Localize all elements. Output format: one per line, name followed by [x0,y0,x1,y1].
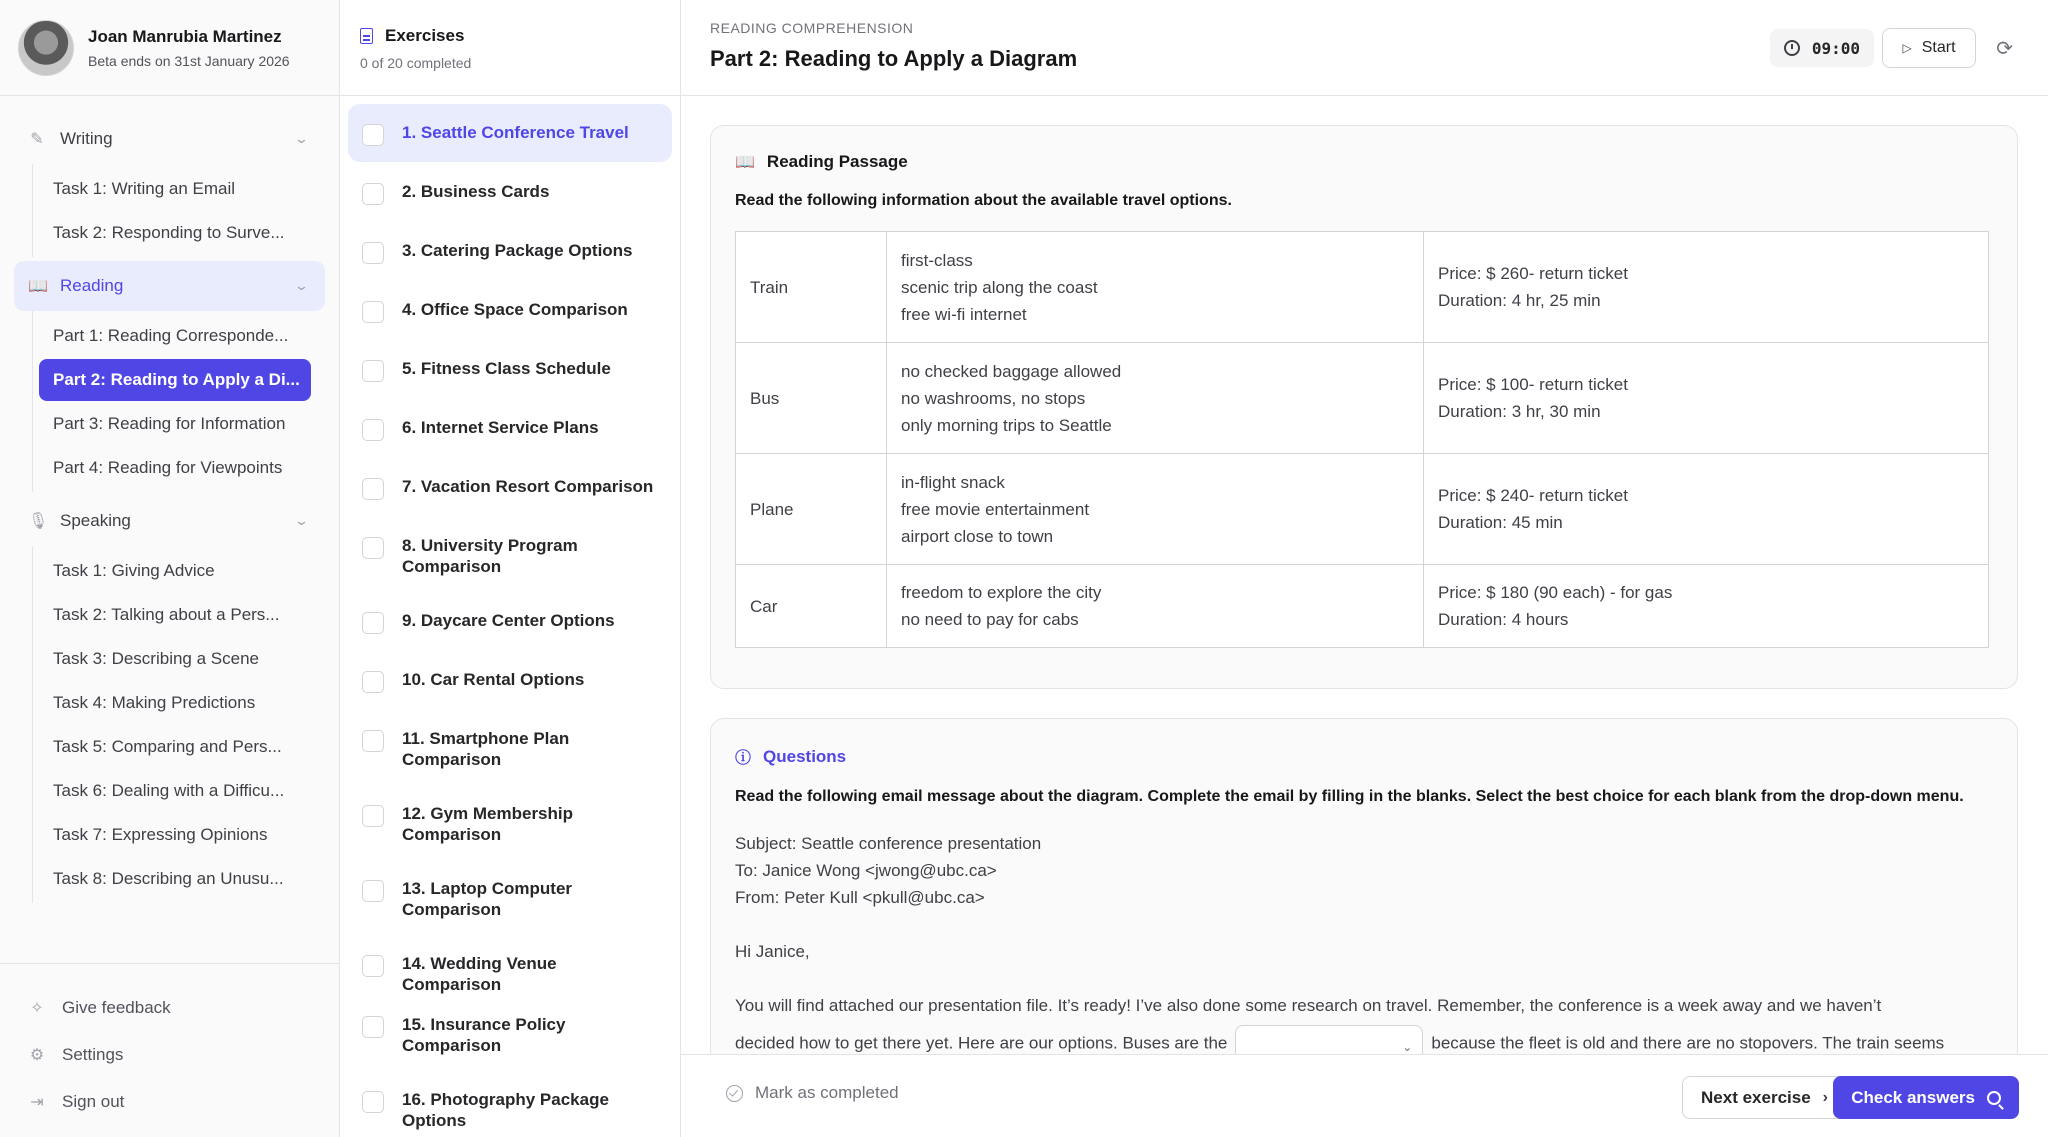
exercise-label: 15. Insurance Policy Comparison [402,1015,566,1055]
book-icon: 📖 [735,154,755,171]
next-label: Next exercise [1701,1087,1811,1107]
avatar [18,20,74,76]
exercise-checkbox[interactable] [362,955,384,977]
table-cell-mode: Bus [736,343,887,454]
sidebar-group-label: Reading [60,276,124,295]
exercise-footer [681,1054,2048,1137]
feature-line: first-class [901,250,973,270]
exercises-title: Exercises [385,26,465,45]
reading-items [32,311,339,492]
exercise-checkbox[interactable] [362,671,384,693]
detail-line: Price: $ 100- return ticket [1438,375,1628,394]
detail-line: Duration: 4 hr, 25 min [1438,291,1601,310]
exercise-label: 7. Vacation Resort Comparison [402,477,654,496]
exercise-checkbox[interactable] [362,805,384,827]
sidebar-item-reading-part1[interactable]: Part 1: Reading Corresponde... [53,326,289,345]
sidebar [0,0,340,1137]
email-from: From: Peter Kull <pkull@ubc.ca> [735,888,985,907]
exercise-checkbox[interactable] [362,124,384,146]
refresh-icon[interactable]: ⟳ [1996,38,2013,60]
exercise-label: 2. Business Cards [402,182,550,201]
exercise-item[interactable] [348,996,672,1070]
email-paragraph-line [735,1025,1993,1054]
exercise-checkbox[interactable] [362,360,384,382]
sidebar-group-speaking[interactable] [14,496,325,546]
play-icon: ▷ [1902,41,1912,55]
sidebar-group-reading[interactable] [14,261,325,311]
chevron-right-icon: › [1822,1088,1828,1106]
mark-as-completed-button[interactable] [726,1083,899,1103]
sidebar-item-speaking-task7[interactable]: Task 7: Expressing Opinions [53,825,268,844]
email-paragraph [735,992,1993,1019]
exercise-checkbox[interactable] [362,478,384,500]
exercise-label: 1. Seattle Conference Travel [402,123,629,142]
sidebar-item-speaking-task4[interactable]: Task 4: Making Predictions [53,693,256,712]
table-cell-details [1424,343,1989,454]
exercise-item[interactable] [348,163,672,221]
sidebar-group-label: Speaking [60,511,131,530]
exercise-label: 4. Office Space Comparison [402,300,628,319]
exercise-checkbox[interactable] [362,537,384,559]
feature-line: only morning trips to Seattle [901,415,1112,435]
exercise-label: 8. University Program Comparison [402,536,578,576]
exercise-item[interactable] [348,651,672,709]
exercise-item[interactable] [348,458,672,516]
chevron-down-icon: ⌄ [293,513,310,528]
passage-instruction: Read the following information about the available travel options. [735,192,1232,209]
exercise-label: 12. Gym Membership Comparison [402,804,574,844]
feature-line: no washrooms, no stops [901,388,1086,408]
exercise-list [340,96,680,1137]
chevron-down-icon: ⌄ [293,278,310,293]
sign-out-icon: ⇥ [30,1093,44,1111]
exercise-label: 5. Fitness Class Schedule [402,359,611,378]
email-text: You will find attached our presentation file. It’s ready! I’ve also done some research on travel. Remember, the conference is a week away and we haven’t [735,996,1882,1015]
sidebar-item-writing-task2[interactable]: Task 2: Responding to Surve... [53,223,285,242]
table-cell-features [887,565,1424,648]
exercise-content [710,96,2018,1054]
exercise-item[interactable] [348,517,672,591]
questions-title: Questions [763,746,847,766]
document-icon [360,28,373,44]
exercise-label: 9. Daycare Center Options [402,611,615,630]
detail-line: Price: $ 240- return ticket [1438,486,1628,505]
table-cell-features [887,232,1424,343]
give-feedback-link[interactable] [0,984,340,1031]
feature-line: free movie entertainment [901,499,1090,519]
check-label: Check answers [1851,1087,1975,1107]
exercise-checkbox[interactable] [362,612,384,634]
sidebar-item-reading-part3[interactable]: Part 3: Reading for Information [53,414,286,433]
exercise-label: 14. Wedding Venue Comparison [402,954,557,994]
exercise-item[interactable] [348,935,672,995]
feature-line: no checked baggage allowed [901,361,1122,381]
check-circle-icon [726,1085,743,1102]
user-profile[interactable] [0,0,339,96]
page-title: Part 2: Reading to Apply a Diagram [710,46,1078,71]
sidebar-item-writing-task1[interactable]: Task 1: Writing an Email [53,179,236,198]
exercises-progress: 0 of 20 completed [360,55,472,71]
speaking-items [32,546,339,903]
exercise-checkbox[interactable] [362,1091,384,1113]
email-to: To: Janice Wong <jwong@ubc.ca> [735,861,997,880]
chevron-down-icon: ⌄ [1402,1040,1413,1054]
book-icon: 📖 [28,278,48,295]
detail-line: Price: $ 180 (90 each) - for gas [1438,583,1673,602]
table-row [736,232,1989,343]
table-cell-details [1424,565,1989,648]
detail-line: Duration: 3 hr, 30 min [1438,402,1601,421]
gear-icon: ⚙ [29,1046,45,1064]
user-name: Joan Manrubia Martinez [88,26,282,46]
exercise-item[interactable] [348,104,672,162]
sidebar-item-reading-part2[interactable]: Part 2: Reading to Apply a Di... [39,359,311,401]
feature-line: free wi-fi internet [901,304,1027,324]
email-body [735,830,1993,1054]
section-eyebrow: READING COMPREHENSION [710,20,914,36]
exercise-checkbox[interactable] [362,880,384,902]
sparkle-icon: ✧ [30,999,44,1017]
table-cell-details [1424,454,1989,565]
exercise-checkbox[interactable] [362,1016,384,1038]
sidebar-item-speaking-task2[interactable]: Task 2: Talking about a Pers... [53,605,280,624]
exercise-checkbox[interactable] [362,730,384,752]
exercise-item[interactable] [348,592,672,650]
questions-card [710,718,2018,1054]
pencil-icon: ✎ [30,131,44,148]
feature-line: no need to pay for cabs [901,610,1079,629]
email-greeting: Hi Janice, [735,942,810,961]
table-row [736,565,1989,648]
microphone-icon: 🎙 [28,513,49,530]
exercise-item[interactable] [348,710,672,784]
feature-line: scenic trip along the coast [901,277,1098,297]
sidebar-item-speaking-task5[interactable]: Task 5: Comparing and Pers... [53,737,282,756]
table-row [736,343,1989,454]
sidebar-group-writing[interactable] [14,114,325,164]
table-cell-details [1424,232,1989,343]
next-exercise-button[interactable] [1682,1076,1847,1119]
exercise-item[interactable] [348,340,672,398]
sidebar-footer [0,963,340,1137]
timer-value: 09:00 [1811,38,1860,58]
start-label: Start [1921,39,1956,56]
detail-line: Price: $ 260- return ticket [1438,264,1628,283]
exercise-item[interactable] [348,399,672,457]
sidebar-item-speaking-task3[interactable]: Task 3: Describing a Scene [53,649,259,668]
give-feedback-label: Give feedback [62,997,171,1017]
exercise-item[interactable] [348,281,672,339]
answer-dropdown-1[interactable] [1235,1025,1423,1054]
check-answers-button[interactable] [1833,1076,2019,1119]
exercise-item[interactable] [348,1071,672,1137]
feature-line: in-flight snack [901,472,1005,492]
sign-out-link[interactable] [0,1078,340,1125]
exercise-item[interactable] [348,860,672,934]
sidebar-group-label: Writing [60,129,113,148]
settings-label: Settings [62,1044,124,1064]
passage-title: Reading Passage [766,152,908,171]
exercise-header [681,0,2048,96]
exercise-checkbox[interactable] [362,419,384,441]
exercise-item[interactable] [348,785,672,859]
exercise-item[interactable] [348,222,672,280]
timer [1770,29,1874,67]
email-text: decided how to get there yet. Here are our options. Buses are the [735,1033,1228,1053]
detail-line: Duration: 45 min [1438,513,1563,532]
exercise-label: 3. Catering Package Options [402,241,633,260]
table-cell-features [887,454,1424,565]
exercises-header [340,0,680,96]
sidebar-item-speaking-task8[interactable]: Task 8: Describing an Unusu... [53,869,284,888]
travel-options-table [735,231,1989,648]
feature-line: airport close to town [901,526,1054,546]
email-text: because the fleet is old and there are no stopovers. The train seems [1431,1033,1945,1053]
exercise-checkbox[interactable] [362,301,384,323]
exercise-label: 6. Internet Service Plans [402,418,599,437]
table-row [736,454,1989,565]
table-cell-mode: Train [736,232,887,343]
writing-items [32,164,339,257]
table-cell-mode: Car [736,565,887,648]
questions-instruction: Read the following email message about the diagram. Complete the email by filling in the blanks. Select the best choice for each blank from the drop-down menu. [735,788,1964,805]
detail-line: Duration: 4 hours [1438,610,1569,629]
clock-icon [1784,40,1800,56]
sidebar-item-reading-part4[interactable]: Part 4: Reading for Viewpoints [53,458,283,477]
main-content [681,0,2048,1137]
email-subject: Subject: Seattle conference presentation [735,834,1042,853]
reading-passage-card [710,125,2018,689]
sidebar-item-speaking-task6[interactable]: Task 6: Dealing with a Difficu... [53,781,285,800]
exercise-label: 16. Photography Package Options [402,1090,609,1130]
table-cell-features [887,343,1424,454]
sidebar-item-speaking-task1[interactable]: Task 1: Giving Advice [53,561,215,580]
exercise-label: 10. Car Rental Options [402,670,585,689]
settings-link[interactable] [0,1031,340,1078]
chevron-down-icon: ⌄ [293,131,310,146]
exercise-checkbox[interactable] [362,242,384,264]
sidebar-nav [0,96,339,903]
exercise-label: 13. Laptop Computer Comparison [402,879,573,919]
exercise-checkbox[interactable] [362,183,384,205]
mark-label: Mark as completed [755,1083,899,1102]
user-subtitle: Beta ends on 31st January 2026 [88,52,290,69]
search-icon [1987,1091,2001,1105]
question-circle-icon: ⓘ [735,750,752,767]
exercise-label: 11. Smartphone Plan Comparison [402,729,570,769]
start-button[interactable] [1882,28,1976,68]
sign-out-label: Sign out [62,1091,125,1111]
exercises-panel [340,0,681,1137]
table-cell-mode: Plane [736,454,887,565]
feature-line: freedom to explore the city [901,583,1102,602]
